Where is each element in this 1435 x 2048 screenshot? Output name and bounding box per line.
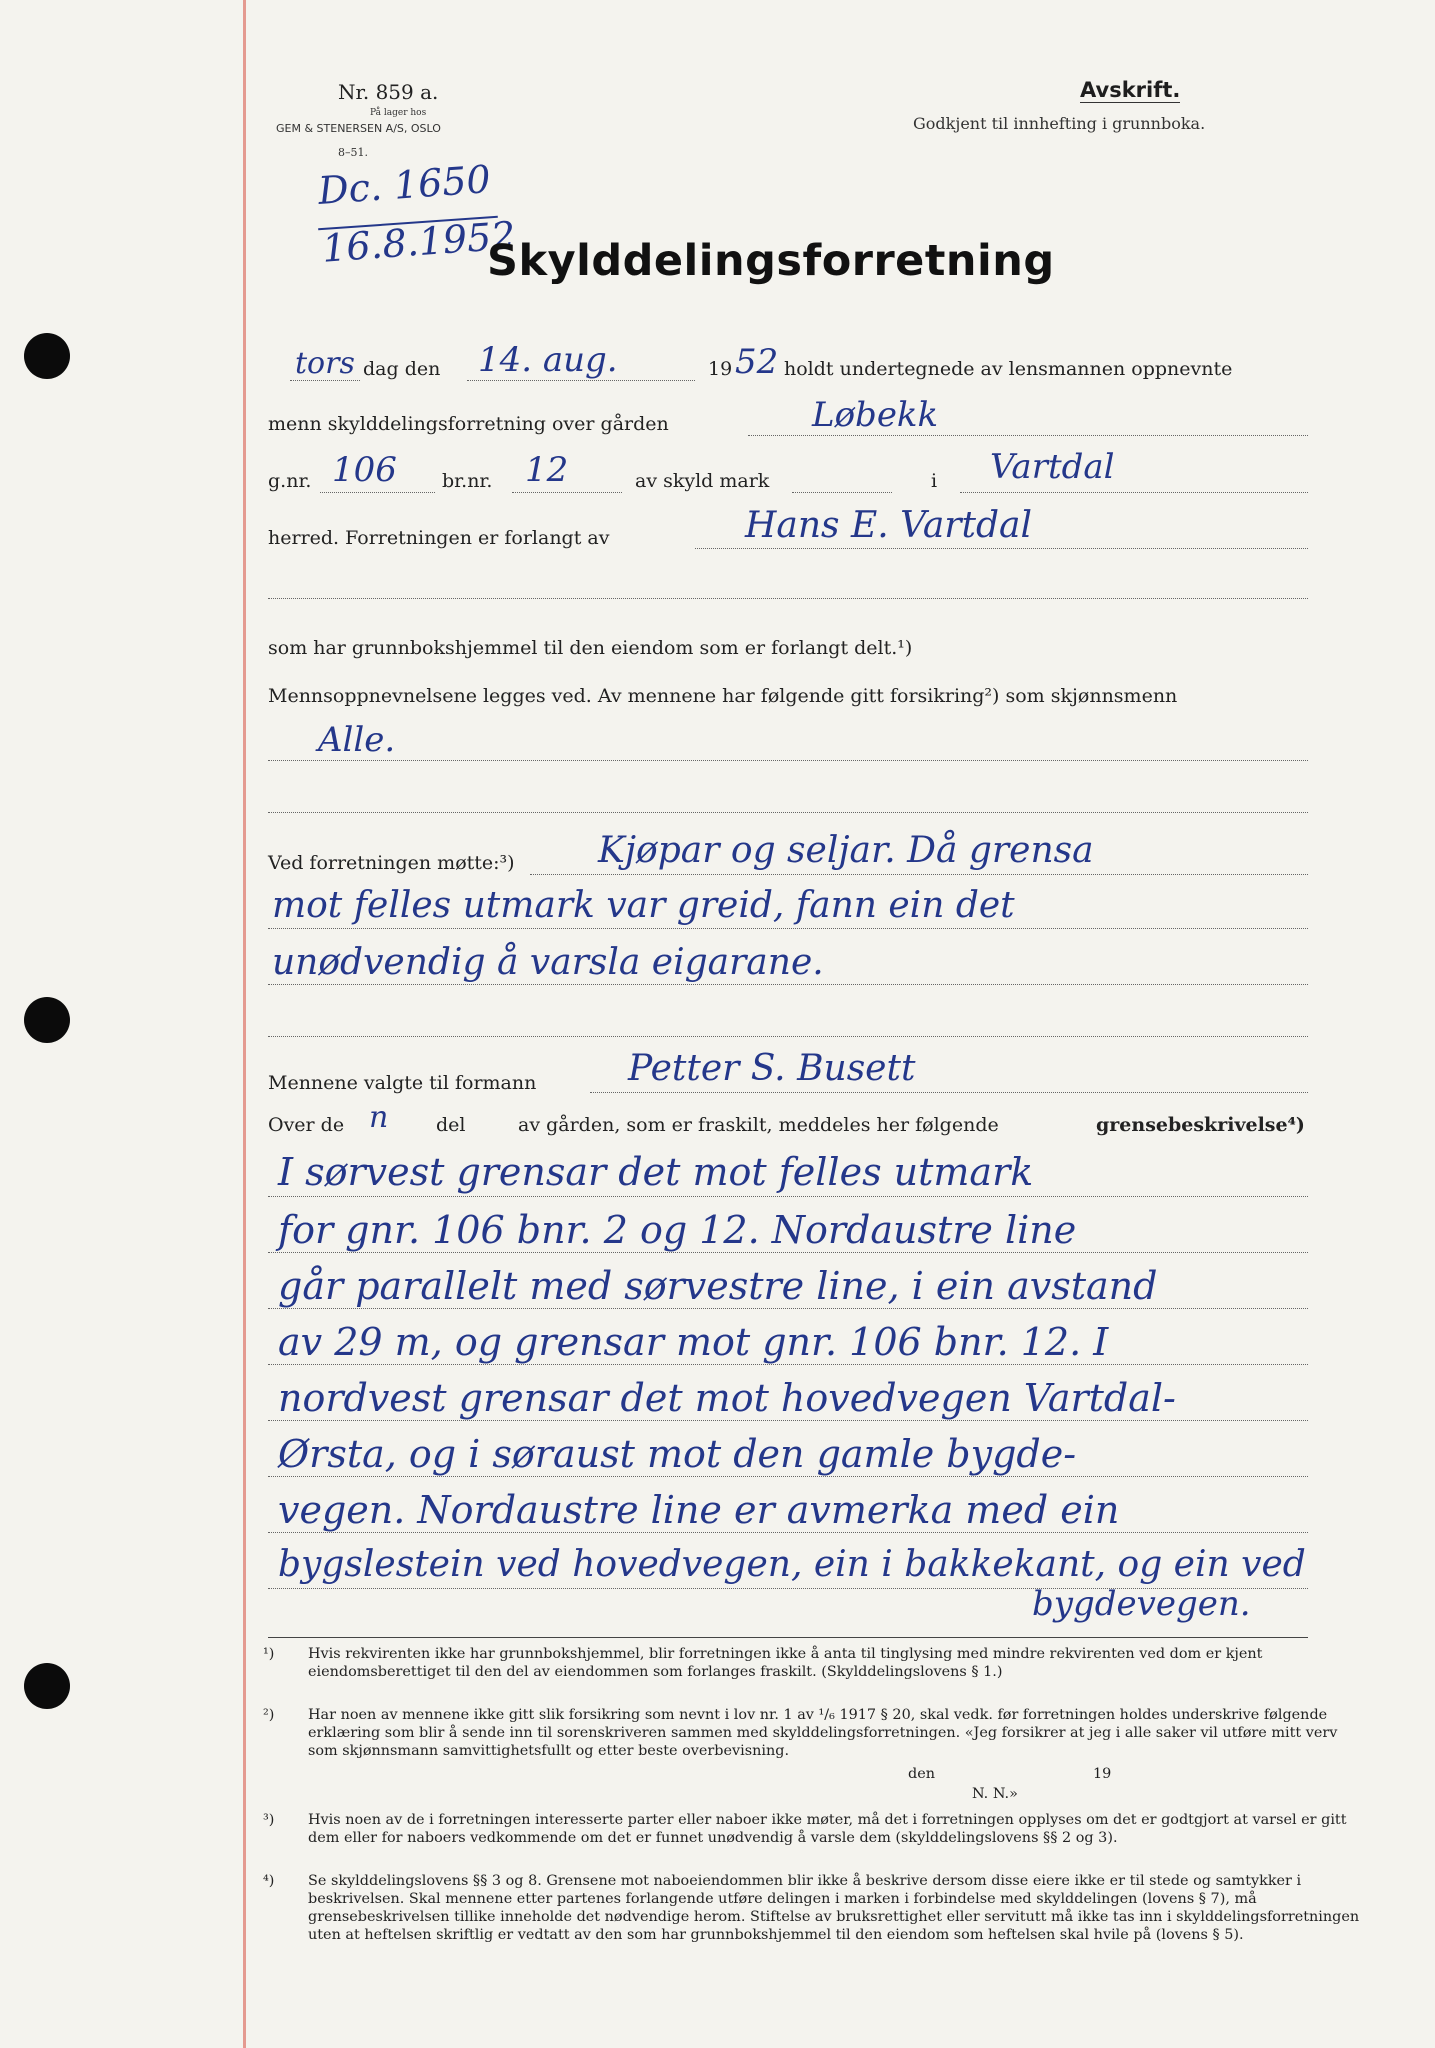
- page-title: Skylddelingsforretning: [487, 236, 1055, 286]
- description-rule: [268, 1252, 1308, 1253]
- grunnbok-text: som har grunnbokshjemmel til den eiendom som er forlangt delt.¹): [268, 637, 913, 659]
- form-number: Nr. 859 a.: [338, 80, 439, 104]
- blank-line: [268, 1036, 1308, 1037]
- skyld-label: av skyld mark: [635, 470, 770, 492]
- footnote-text: Hvis rekvirenten ikke har grunnbokshjemmel, blir forretningen ikke å anta til tinglysing med mindre rekvirenten ved dom er kjent eiendomsberettiget til den del av eiendommen som forlanges fraskilt. (Skylddelingslovens § 1.): [308, 1646, 1263, 1680]
- municipality-hand: Vartdal: [990, 447, 1115, 487]
- brnr-hand: 12: [525, 450, 569, 490]
- date-hand: 14. aug.: [478, 340, 618, 380]
- footnote-text: Hvis noen av de i forretningen interesserte parter eller naboer ikke møter, må det i forretningen opplyses om det er godtgjort at varsel er gitt dem eller for naboers vedkommende om det er funnet unødvendig å varsle dem (skylddelingslovens §§ 2 og 3).: [308, 1812, 1347, 1846]
- footnote-text: Se skylddelingslovens §§ 3 og 8. Grensene mot naboeiendommen blir ikke å beskrive dersom disse eiere ikke er til stede og samtykker i beskrivelsen. Skal mennene etter partenes forlangende utføre delingen i marken i forbindelse med skylddelingen (lovens § 7), må grensebeskrivelsen tillike inneholde det nødvendige herom. Stiftelse av bruksrettighet eller servitutt må ikke tas inn i skylddelingsforretningen uten at heftelsen skriftlig er vedtatt av den som har grunnbokshjemmel til den eiendom som heftelsen skal hvile på (lovens § 5).: [308, 1873, 1360, 1943]
- over-hand: n: [369, 1100, 389, 1135]
- garden-text: av gården, som er fraskilt, meddeles her følgende: [518, 1114, 999, 1136]
- alle-hand: Alle.: [318, 720, 396, 760]
- footnote-1: [263, 1645, 1360, 1681]
- mote-hand-3: unødvendig å varsla eigarane.: [272, 942, 824, 983]
- farm-line: [748, 435, 1308, 436]
- menn-text: menn skylddelingsforretning over gården: [268, 413, 669, 435]
- del-label: del: [436, 1114, 466, 1136]
- skyld-line: [792, 492, 892, 493]
- gnr-hand: 106: [332, 450, 397, 490]
- description-line: går parallelt med sørvestre line, i ein avstand: [278, 1264, 1158, 1308]
- description-rule: [268, 1476, 1308, 1477]
- brnr-label: br.nr.: [442, 470, 493, 492]
- i-label: i: [931, 470, 938, 492]
- description-rule: [268, 1196, 1308, 1197]
- formann-line: [590, 1092, 1308, 1093]
- description-line: bygslestein ved hovedvegen, ein i bakkekant, og ein ved: [278, 1544, 1306, 1585]
- mote-hand-2: mot felles utmark var greid, fann ein det: [272, 885, 1015, 926]
- punch-hole: [24, 1663, 70, 1709]
- description-line: I sørvest grensar det mot felles utmark: [278, 1150, 1034, 1194]
- punch-hole: [24, 997, 70, 1043]
- mote-hand-1: Kjøpar og seljar. Då grensa: [598, 830, 1094, 871]
- description-rule: [268, 1364, 1308, 1365]
- date-line: [467, 380, 695, 381]
- footnote-2: [263, 1706, 1360, 1760]
- over-de-label: Over de: [268, 1114, 345, 1136]
- holdt-text: holdt undertegnede av lensmannen oppnevnte: [784, 358, 1233, 380]
- description-rule: [268, 1420, 1308, 1421]
- description-rule: [268, 1308, 1308, 1309]
- dag-den-label: dag den: [363, 358, 441, 380]
- farm-name-hand: Løbekk: [812, 395, 939, 435]
- description-line: nordvest grensar det mot hovedvegen Vartdal-: [278, 1376, 1176, 1420]
- description-line: vegen. Nordaustre line er avmerka med ein: [278, 1488, 1120, 1532]
- footnote-separator: [268, 1637, 1308, 1638]
- print-date: 8–51.: [338, 146, 368, 159]
- publisher-line-1: På lager hos: [370, 108, 427, 118]
- requester-line: [695, 548, 1308, 549]
- mote-line-3: [268, 984, 1308, 985]
- margin-rule: [243, 0, 246, 2048]
- description-line: for gnr. 106 bnr. 2 og 12. Nordaustre line: [278, 1208, 1077, 1252]
- weekday-line: [290, 380, 360, 381]
- description-line: av 29 m, og grensar mot gnr. 106 bnr. 12. I: [278, 1320, 1109, 1364]
- footnote-number: ⁴): [263, 1873, 275, 1889]
- mote-line-1: [530, 874, 1308, 875]
- publisher-line-2: GEM & STENERSEN A/S, OSLO: [276, 122, 441, 135]
- menns-text: Mennsoppnevnelsene legges ved. Av mennene har følgende gitt forsikring²) som skjønnsmenn: [268, 685, 1178, 707]
- blank-line: [268, 598, 1308, 599]
- gnr-line: [320, 492, 435, 493]
- requester-hand: Hans E. Vartdal: [745, 505, 1032, 546]
- municipality-line: [960, 492, 1308, 493]
- footnote-den: den: [908, 1766, 935, 1782]
- mote-label: Ved forretningen møtte:³): [268, 852, 515, 874]
- brnr-line: [512, 492, 622, 493]
- description-line: Ørsta, og i søraust mot den gamle bygde-: [278, 1432, 1077, 1476]
- footnote-3: [263, 1811, 1360, 1847]
- grense-label: grensebeskrivelse⁴): [1096, 1114, 1305, 1136]
- herred-text: herred. Forretningen er forlangt av: [268, 527, 610, 549]
- footnote-number: ²): [263, 1707, 275, 1723]
- avskrift-label: Avskrift.: [1080, 78, 1181, 102]
- alle-line: [268, 760, 1308, 761]
- footnote-year: 19: [1093, 1766, 1112, 1782]
- formann-label: Mennene valgte til formann: [268, 1072, 537, 1094]
- mote-line-2: [268, 928, 1308, 929]
- footnote-4: [263, 1872, 1360, 1944]
- footnote-signature: N. N.»: [972, 1786, 1018, 1802]
- formann-hand: Petter S. Busett: [628, 1048, 916, 1089]
- footnote-number: ³): [263, 1812, 275, 1828]
- year-hand: 52: [735, 342, 779, 382]
- registry-number: Dc. 1650: [316, 157, 492, 213]
- footnote-number: ¹): [263, 1646, 275, 1662]
- registry-date: 16.8.1952: [320, 213, 517, 271]
- gnr-label: g.nr.: [268, 470, 312, 492]
- weekday-hand: tors: [295, 346, 355, 381]
- footnote-text: Har noen av mennene ikke gitt slik forsikring som nevnt i lov nr. 1 av ¹/₆ 1917 § 20, skal vedk. før forretningen holdes underskrive følgende erklæring som blir å sende inn til sorenskriveren sammen med skylddelingsforretningen. «Jeg forsikrer at jeg i alle saker vil utføre mitt verv som skjønnsmann samvittighetsfullt og etter beste overbevisning.: [308, 1707, 1338, 1759]
- blank-line: [268, 812, 1308, 813]
- punch-hole: [24, 333, 70, 379]
- approval-note: Godkjent til innhefting i grunnboka.: [913, 114, 1206, 133]
- description-rule: [268, 1532, 1308, 1533]
- description-line: bygdevegen.: [1032, 1584, 1251, 1624]
- year-prefix: 19: [708, 358, 733, 380]
